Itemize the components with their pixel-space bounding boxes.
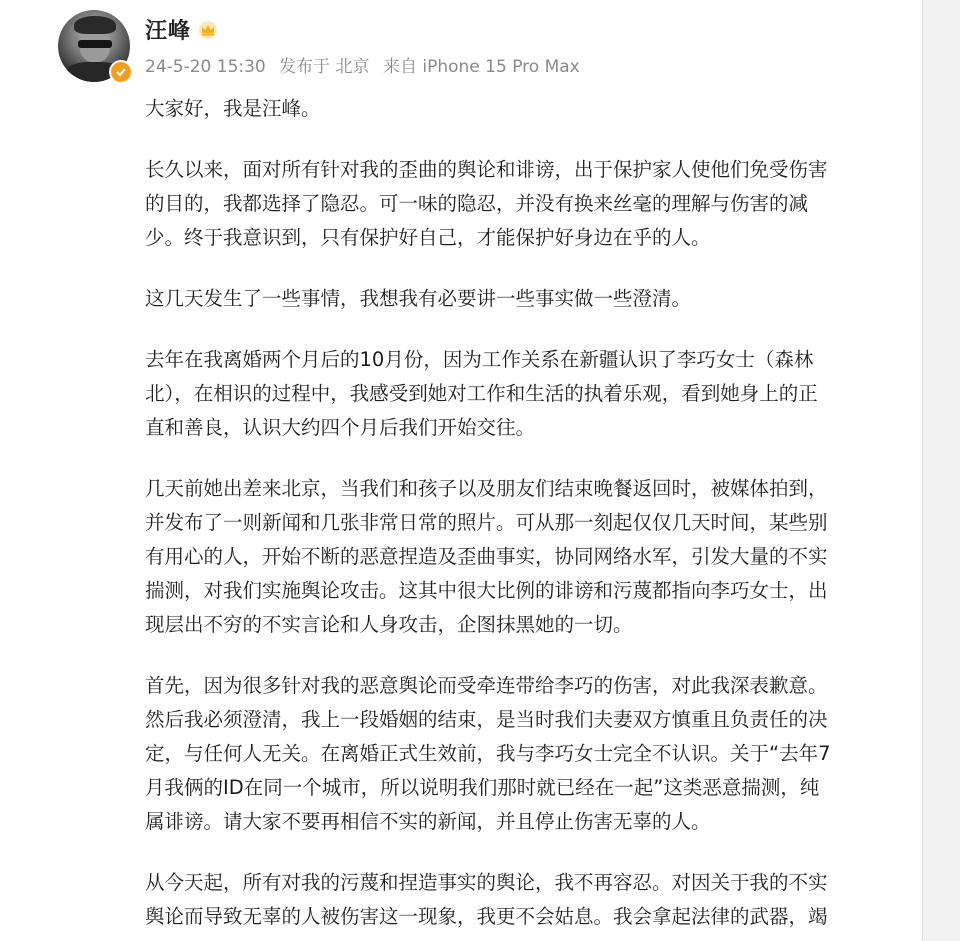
author-header	[145, 14, 219, 45]
text-line: 直和善良，认识大约四个月后我们开始交往。	[145, 416, 536, 439]
paragraph	[145, 866, 885, 934]
text-line: 的目的，我都选择了隐忍。可一味的隐忍，并没有换来丝毫的理解与伤害的减	[145, 192, 809, 215]
paragraph	[145, 92, 885, 126]
paragraph	[145, 343, 885, 445]
text-line: 然后我必须澄清，我上一段婚姻的结束，是当时我们夫妻双方慎重且负责任的决	[145, 708, 828, 731]
avatar-glasses-shape	[78, 40, 112, 48]
paragraph	[145, 282, 885, 316]
post-location: 发布于 北京	[279, 57, 370, 77]
text-line: 有用心的人，开始不断的恶意捏造及歪曲事实，协同网络水军，引发大量的不实	[145, 545, 828, 568]
text-line: 舆论而导致无辜的人被伤害这一现象，我更不会姑息。我会拿起法律的武器，竭	[145, 905, 828, 928]
paragraph	[145, 153, 885, 255]
post-device: 来自 iPhone 15 Pro Max	[382, 57, 580, 77]
text-line: 长久以来，面对所有针对我的歪曲的舆论和诽谤，出于保护家人使他们免受伤害	[145, 158, 828, 181]
text-line: 揣测，对我们实施舆论攻击。这其中很大比例的诽谤和污蔑都指向李巧女士，出	[145, 579, 828, 602]
text-line: 从今天起，所有对我的污蔑和捏造事实的舆论，我不再容忍。对因关于我的不实	[145, 871, 828, 894]
post-meta	[145, 52, 588, 77]
text-line: 少。终于我意识到，只有保护好自己，才能保护好身边在乎的人。	[145, 226, 711, 249]
text-line: 属诽谤。请大家不要再相信不实的新闻，并且停止伤害无辜的人。	[145, 810, 711, 833]
text-line: 现层出不穷的不实言论和人身攻击，企图抹黑她的一切。	[145, 613, 633, 636]
text-line: 去年在我离婚两个月后的10月份，因为工作关系在新疆认识了李巧女士（森林	[145, 348, 814, 371]
text-line: 北），在相识的过程中，我感受到她对工作和生活的执着乐观，看到她身上的正	[145, 382, 818, 405]
author-name[interactable]: 汪峰	[145, 19, 192, 44]
right-gutter	[922, 0, 960, 941]
paragraph	[145, 472, 885, 642]
text-line: 几天前她出差来北京，当我们和孩子以及朋友们结束晚餐返回时，被媒体拍到，	[145, 477, 828, 500]
post-body	[145, 92, 885, 941]
text-line: 并发布了一则新闻和几张非常日常的照片。可从那一刻起仅仅几天时间，某些别	[145, 511, 828, 534]
paragraph	[145, 669, 885, 839]
crown-icon[interactable]	[197, 20, 219, 40]
post-time[interactable]: 24-5-20 15:30	[145, 57, 266, 77]
avatar-hair-shape	[74, 16, 116, 34]
text-line: 这几天发生了一些事情，我想我有必要讲一些事实做一些澄清。	[145, 287, 692, 310]
text-line: 月我俩的ID在同一个城市，所以说明我们那时就已经在一起”这类恶意揣测，纯	[145, 776, 820, 799]
text-line: 定，与任何人无关。在离婚正式生效前，我与李巧女士完全不认识。关于“去年7	[145, 742, 831, 765]
text-line: 大家好，我是汪峰。	[145, 97, 321, 120]
verified-badge-icon	[109, 60, 133, 84]
text-line: 首先，因为很多针对我的恶意舆论而受牵连带给李巧的伤害，对此我深表歉意。	[145, 674, 828, 697]
